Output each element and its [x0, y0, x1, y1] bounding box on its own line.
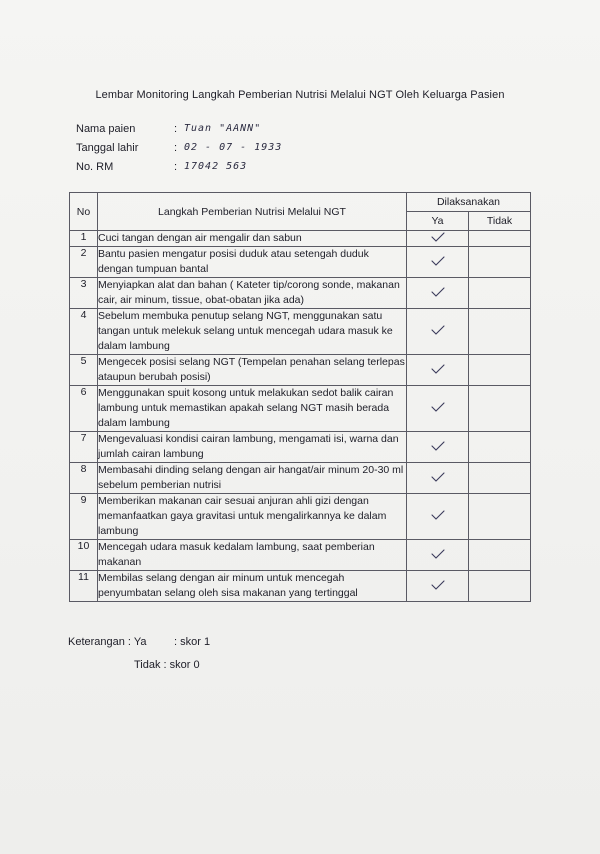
row-number: 8 — [70, 463, 98, 494]
row-ya-cell — [407, 463, 469, 494]
patient-name-value: Tuan "AANN" — [184, 123, 262, 134]
patient-rm-value: 17042 563 — [184, 161, 248, 172]
patient-name-label: Nama paien — [76, 123, 136, 135]
row-step-text: Bantu pasien mengatur posisi duduk atau setengah duduk dengan tumpuan bantal — [98, 247, 407, 278]
table-body — [70, 231, 531, 602]
header-step: Langkah Pemberian Nutrisi Melalui NGT — [98, 193, 407, 231]
table-row — [70, 432, 531, 463]
row-tidak-cell — [469, 247, 531, 278]
header-ya: Ya — [407, 212, 469, 231]
table-row — [70, 355, 531, 386]
checkmark-icon — [431, 232, 445, 242]
table-row — [70, 247, 531, 278]
table-row — [70, 540, 531, 571]
row-number: 2 — [70, 247, 98, 278]
row-tidak-cell — [469, 386, 531, 432]
row-number: 6 — [70, 386, 98, 432]
patient-dob-value: 02 - 07 - 1933 — [184, 142, 283, 153]
checkmark-icon — [431, 549, 445, 559]
patient-rm-label: No. RM — [76, 161, 114, 173]
colon: : — [174, 161, 178, 173]
row-step-text: Memberikan makanan cair sesuai anjuran ahli gizi dengan memanfaatkan gaya gravitasi untuk mengalirkannya ke dalam lambung — [98, 494, 407, 540]
legend-yes-score: : skor 1 — [174, 636, 211, 648]
table-row — [70, 386, 531, 432]
patient-dob-label: Tanggal lahir — [76, 142, 139, 154]
row-ya-cell — [407, 571, 469, 602]
colon: : — [174, 123, 178, 135]
row-tidak-cell — [469, 355, 531, 386]
row-ya-cell — [407, 247, 469, 278]
row-number: 7 — [70, 432, 98, 463]
row-step-text: Menyiapkan alat dan bahan ( Kateter tip/corong sonde, makanan cair, air minum, tissue, obat-obatan jika ada) — [98, 278, 407, 309]
row-ya-cell — [407, 309, 469, 355]
row-ya-cell — [407, 355, 469, 386]
table-row — [70, 494, 531, 540]
row-tidak-cell — [469, 432, 531, 463]
header-no: No — [70, 193, 98, 231]
row-step-text: Sebelum membuka penutup selang NGT, menggunakan satu tangan untuk melekuk selang untuk mencegah udara masuk ke dalam lambung — [98, 309, 407, 355]
table-row — [70, 309, 531, 355]
legend-no: Tidak : skor 0 — [134, 659, 200, 671]
row-step-text: Membilas selang dengan air minum untuk mencegah penyumbatan selang oleh sisa makanan yang tertinggal — [98, 571, 407, 602]
row-step-text: Mengevaluasi kondisi cairan lambung, mengamati isi, warna dan jumlah cairan lambung — [98, 432, 407, 463]
table-row — [70, 278, 531, 309]
row-step-text: Cuci tangan dengan air mengalir dan sabun — [98, 231, 407, 247]
row-number: 5 — [70, 355, 98, 386]
row-ya-cell — [407, 386, 469, 432]
row-step-text: Mengecek posisi selang NGT (Tempelan penahan selang terlepas ataupun berubah posisi) — [98, 355, 407, 386]
row-number: 11 — [70, 571, 98, 602]
checkmark-icon — [431, 287, 445, 297]
row-ya-cell — [407, 278, 469, 309]
row-ya-cell — [407, 231, 469, 247]
legend-label: Keterangan : Ya — [68, 636, 147, 648]
row-number: 4 — [70, 309, 98, 355]
row-number: 1 — [70, 231, 98, 247]
checkmark-icon — [431, 325, 445, 335]
row-ya-cell — [407, 432, 469, 463]
row-tidak-cell — [469, 540, 531, 571]
document-title: Lembar Monitoring Langkah Pemberian Nutrisi Melalui NGT Oleh Keluarga Pasien — [95, 89, 505, 101]
checkmark-icon — [431, 402, 445, 412]
colon: : — [174, 142, 178, 154]
legend-yes — [68, 636, 211, 648]
row-step-text: Menggunakan spuit kosong untuk melakukan sedot balik cairan lambung untuk memastikan apakah selang NGT masih berada dalam lambung — [98, 386, 407, 432]
row-step-text: Membasahi dinding selang dengan air hangat/air minum 20-30 ml sebelum pemberian nutrisi — [98, 463, 407, 494]
row-tidak-cell — [469, 571, 531, 602]
checkmark-icon — [431, 364, 445, 374]
checkmark-icon — [431, 580, 445, 590]
row-tidak-cell — [469, 278, 531, 309]
table-row — [70, 231, 531, 247]
row-tidak-cell — [469, 494, 531, 540]
row-ya-cell — [407, 540, 469, 571]
checkmark-icon — [431, 256, 445, 266]
monitoring-table — [69, 192, 531, 602]
table-row — [70, 463, 531, 494]
row-tidak-cell — [469, 231, 531, 247]
row-step-text: Mencegah udara masuk kedalam lambung, saat pemberian makanan — [98, 540, 407, 571]
row-number: 9 — [70, 494, 98, 540]
checkmark-icon — [431, 472, 445, 482]
header-dilaksanakan: Dilaksanakan — [407, 193, 531, 212]
table-row — [70, 571, 531, 602]
checkmark-icon — [431, 510, 445, 520]
row-ya-cell — [407, 494, 469, 540]
header-tidak: Tidak — [469, 212, 531, 231]
row-number: 3 — [70, 278, 98, 309]
checkmark-icon — [431, 441, 445, 451]
row-tidak-cell — [469, 463, 531, 494]
row-number: 10 — [70, 540, 98, 571]
row-tidak-cell — [469, 309, 531, 355]
